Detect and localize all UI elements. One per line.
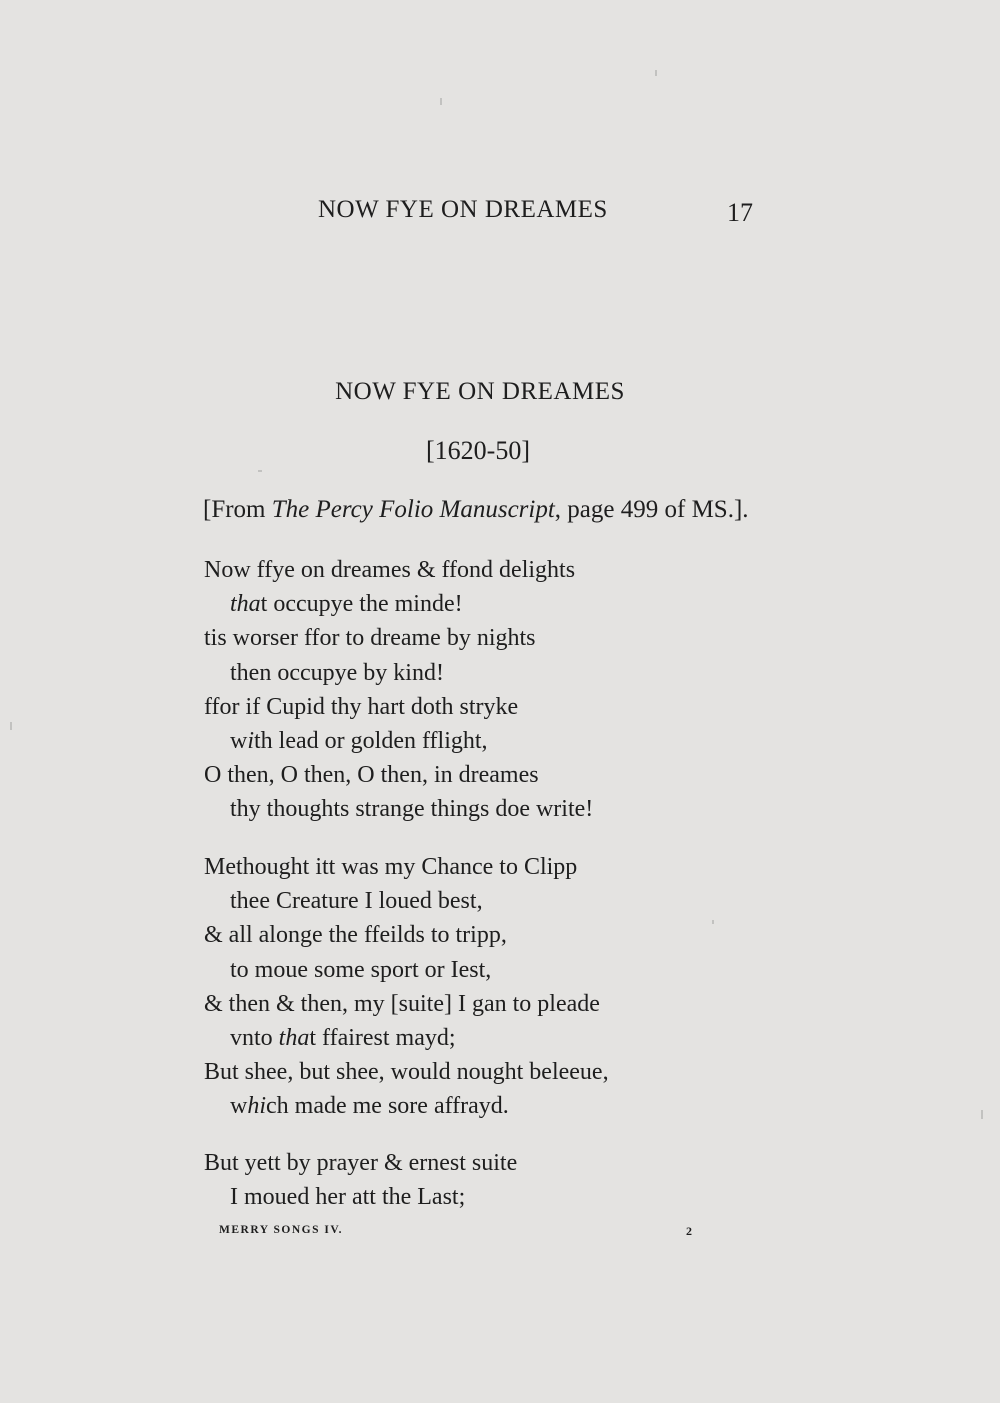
line-text: to moue some sport or Iest, <box>230 956 492 983</box>
line-text: ffor if Cupid thy hart doth stryke <box>204 693 519 720</box>
poem-line <box>204 884 609 918</box>
poem-line <box>204 553 593 587</box>
italic-expansion: hi <box>247 1093 267 1120</box>
italic-expansion: i <box>247 728 255 755</box>
line-text: then occupye by kind! <box>230 659 444 686</box>
line-text: t occupye the minde! <box>260 591 463 618</box>
italic-expansion: tha <box>230 591 261 618</box>
poem-line <box>204 953 609 987</box>
stanza-3 <box>204 1146 517 1214</box>
source-title: The Percy Folio Manuscript <box>271 496 555 523</box>
paper-speck <box>10 722 12 730</box>
poem-title: NOW FYE ON DREAMES <box>335 378 625 405</box>
poem-line <box>204 1146 517 1180</box>
poem-line <box>204 656 593 690</box>
line-text: th lead or golden fflight, <box>254 728 488 755</box>
stanza-1 <box>204 553 593 827</box>
paper-speck <box>258 470 262 472</box>
running-title: NOW FYE ON DREAMES <box>318 196 608 223</box>
paper-speck <box>655 70 657 76</box>
poem-line <box>204 758 593 792</box>
source-suffix: , page 499 of MS.]. <box>554 496 749 523</box>
poem-line <box>204 621 593 655</box>
line-text: w <box>230 1093 248 1120</box>
poem-line <box>204 724 593 758</box>
line-text: tis worser ffor to dreame by nights <box>204 625 536 652</box>
paper-speck <box>440 98 442 105</box>
paper-speck <box>712 920 714 924</box>
line-text: Methought itt was my Chance to Clipp <box>204 854 578 880</box>
line-text: t ffairest mayd; <box>309 1025 456 1052</box>
poem-line <box>204 587 593 621</box>
line-text: & all alonge the ffeilds to tripp, <box>204 922 507 949</box>
poem-line <box>204 1055 609 1089</box>
poem-line <box>204 987 609 1021</box>
line-text: O then, O then, O then, in dreames <box>204 762 539 789</box>
line-text: & then & then, my [suite] I gan to pleade <box>204 990 600 1017</box>
line-text: Now ffye on dreames & ffond delights <box>204 557 576 583</box>
source-note <box>203 496 749 524</box>
line-text: w <box>230 728 248 755</box>
line-text: thy thoughts strange things doe write! <box>230 796 594 823</box>
line-text: vnto <box>230 1025 279 1052</box>
signature-number: 2 <box>686 1224 692 1238</box>
poem-line <box>204 1021 609 1055</box>
line-text: But yett by prayer & ernest suite <box>204 1150 518 1176</box>
signature-mark: MERRY SONGS IV. <box>219 1224 344 1236</box>
line-text: thee Creature I loued best, <box>230 888 483 915</box>
paper-speck <box>981 1110 983 1119</box>
italic-expansion: tha <box>278 1025 310 1052</box>
stanza-2 <box>204 850 609 1124</box>
page-number: 17 <box>727 198 753 227</box>
line-text: ch made me sore affrayd. <box>266 1093 509 1120</box>
source-prefix: [From <box>203 496 272 523</box>
poem-line <box>204 690 593 724</box>
poem-line <box>204 850 609 884</box>
line-text: But shee, but shee, would nought beleeue, <box>204 1059 609 1086</box>
line-text: I moued her att the Last; <box>230 1184 466 1211</box>
poem-line <box>204 1180 517 1214</box>
poem-date: [1620-50] <box>426 436 530 465</box>
poem-line <box>204 792 593 826</box>
poem-line <box>204 918 609 952</box>
poem-line <box>204 1089 609 1123</box>
